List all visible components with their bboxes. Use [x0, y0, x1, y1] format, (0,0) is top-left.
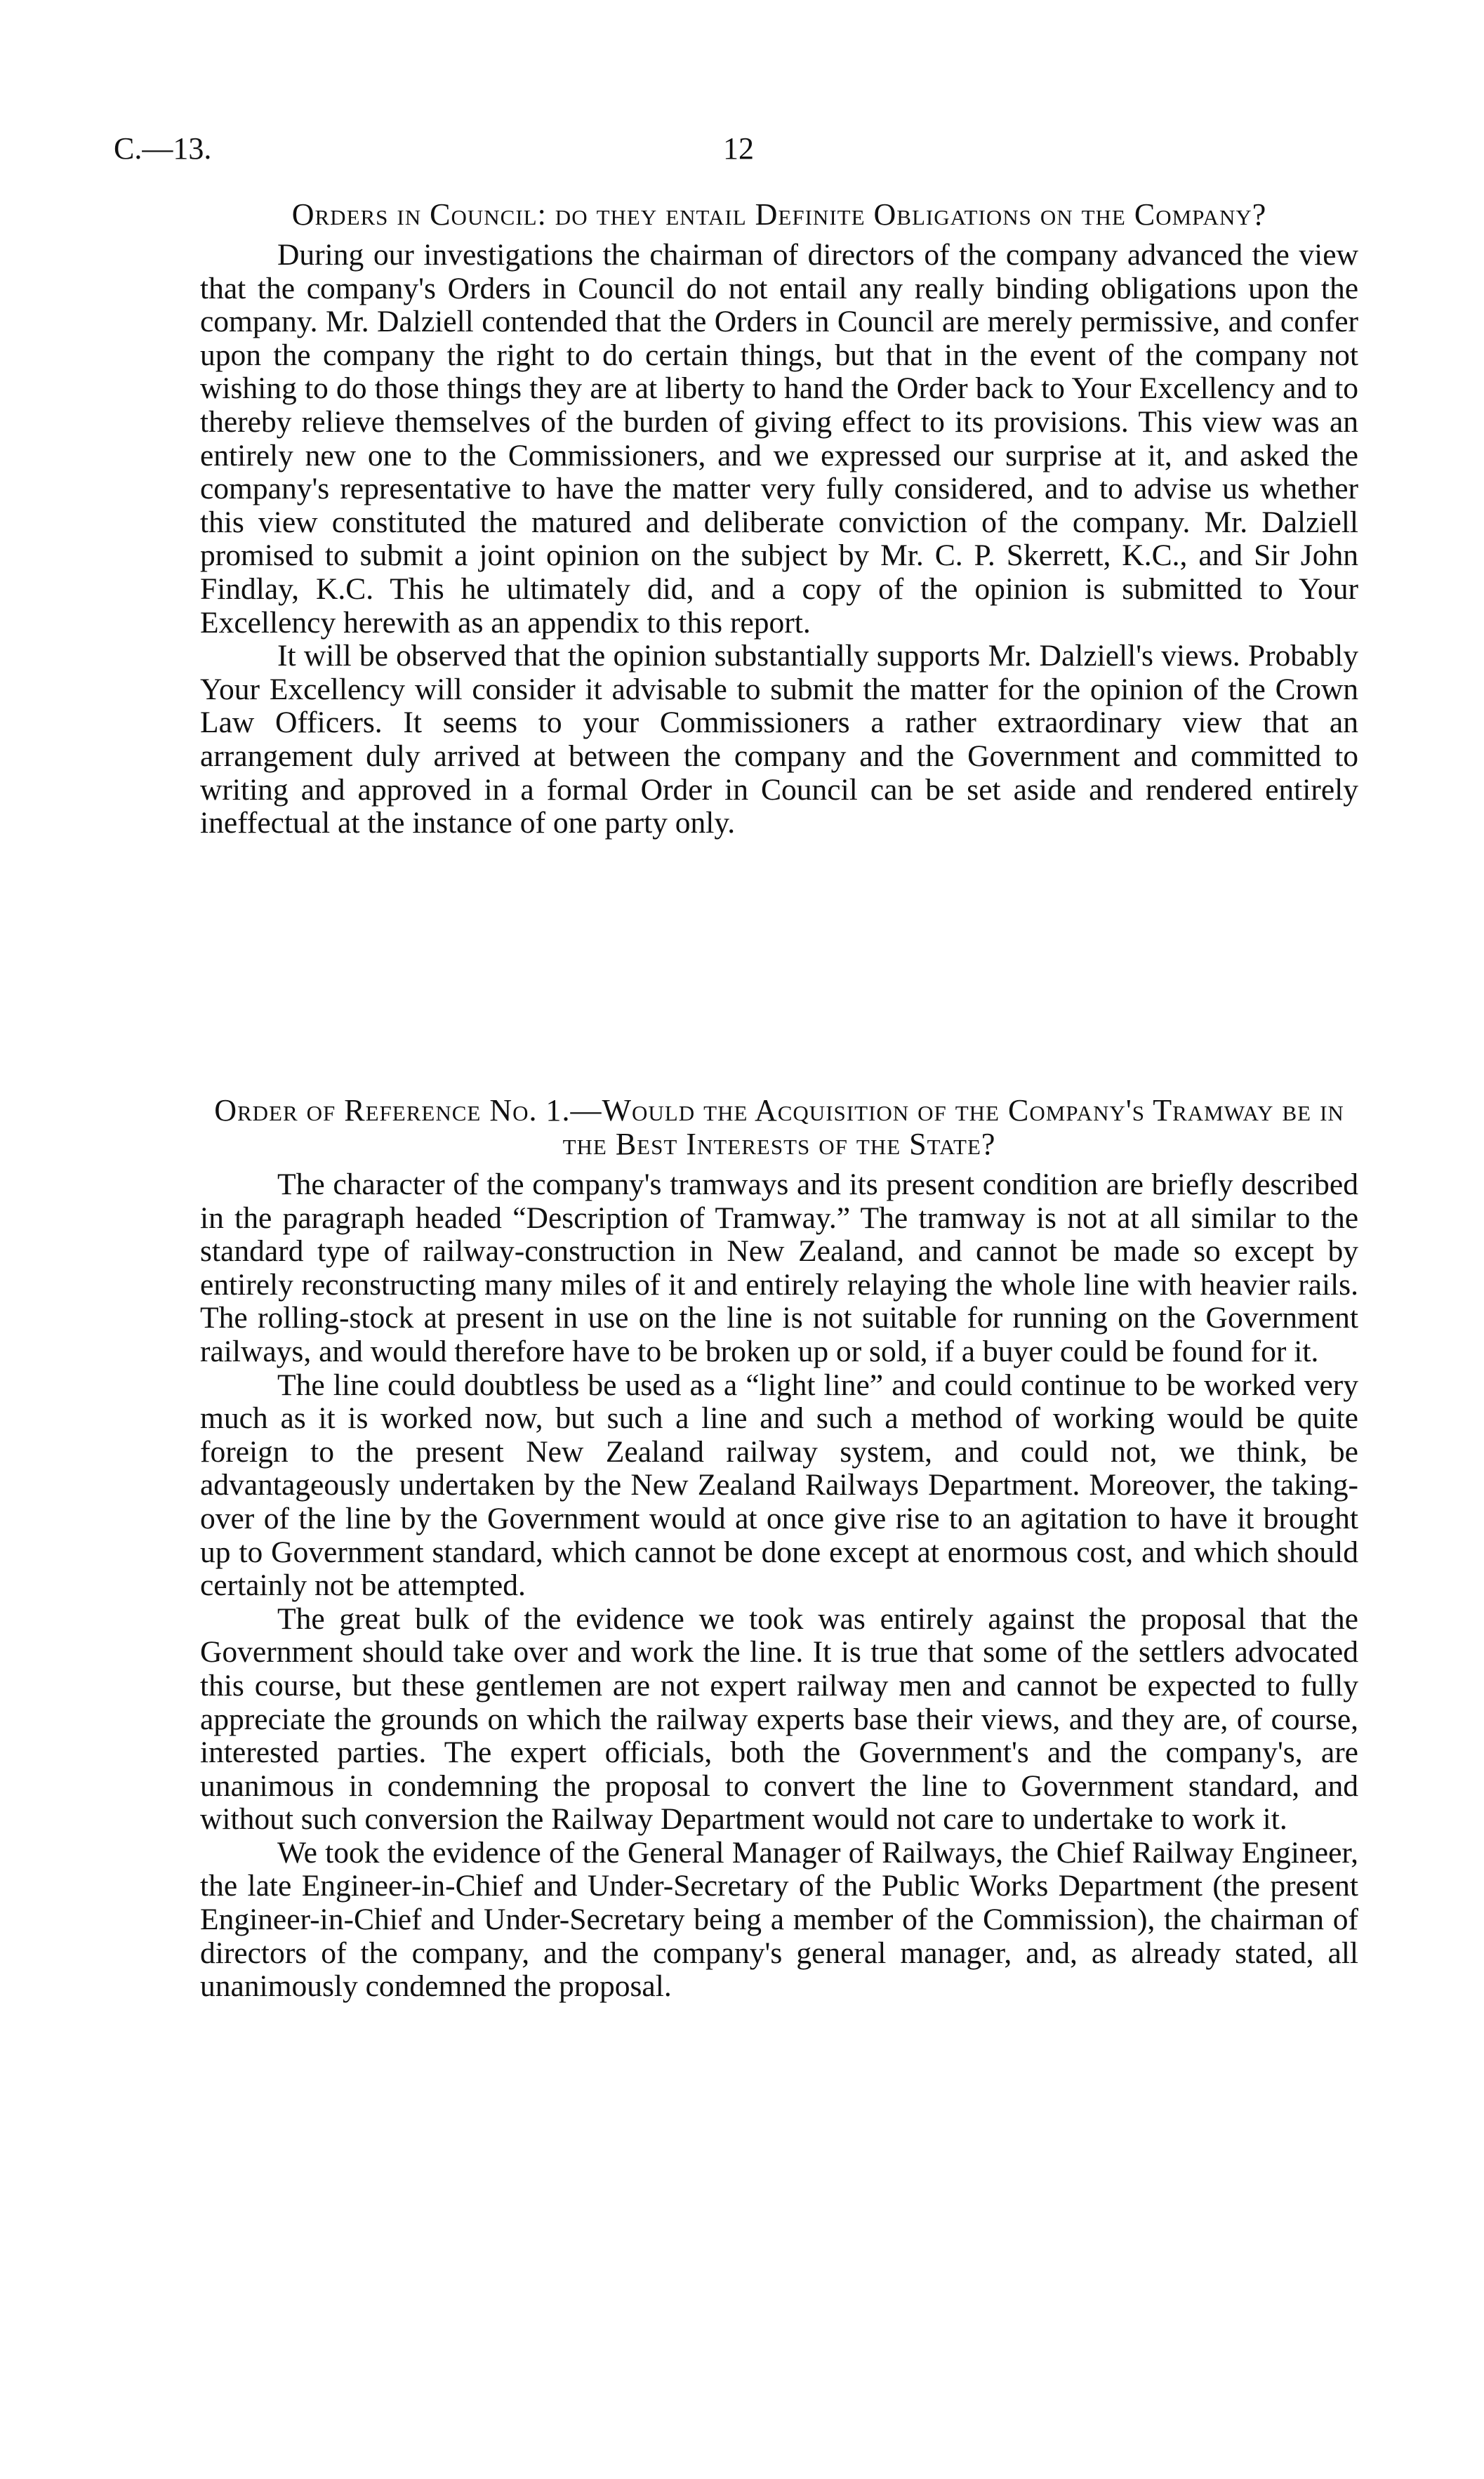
page-number: 12	[723, 131, 754, 166]
section-heading: Order of Reference No. 1.—Would the Acquisition of the Company's Tramway be in the Best Interests of the State?	[214, 1093, 1344, 1161]
section-heading: Orders in Council: do they entail Definite Obligations on the Company?	[291, 197, 1267, 232]
paragraph: The character of the company's tramways and its present condition are briefly described in the paragraph headed “Description of Tramway.” The tramway is not at all similar to the standard type of railway-construction in New Zealand, and cannot be made so except by entirely reconstructing many miles of it and entirely relaying the whole line with heavier rails. The rolling-stock at present in use on the line is not suitable for running on the Government railways, and would therefore have to be broken up or sold, if a buyer could be found for it.	[200, 1168, 1358, 1368]
paragraph: We took the evidence of the General Manager of Railways, the Chief Railway Engineer, the late Engineer-in-Chief and Under-Secretary of the Public Works Department (the present Engineer-in-Chief and Under-Secretary being a member of the Commission), the chairman of directors of the company, and the company's general manager, and, as already stated, all unanimously condemned the proposal.	[200, 1835, 1358, 2004]
paragraph: During our investigations the chairman of directors of the company advanced the view that the company's Orders in Council do not entail any really binding obligations upon the company. Mr. Dalziell contended that the Orders in Council are merely permissive, and confer upon the company the right to do certain things, but that in the event of the company not wishing to do those things they are at liberty to hand the Order back to Your Excellency and to thereby relieve themselves of the burden of giving effect to its provisions. This view was an entirely new one to the Commissioners, and we expressed our surprise at it, and asked the company's representative to have the matter very fully considered, and to advise us whether this view constituted the matured and deliberate conviction of the company. Mr. Dalziell promised to submit a joint opinion on the subject by Mr. C. P. Skerrett, K.C., and Sir John Findlay, K.C. This he ultimately did, and a copy of the opinion is submitted to Your Excellency herewith as an appendix to this report.	[200, 238, 1358, 640]
section-orders-in-council	[200, 198, 1358, 840]
document-reference: C.—13.	[114, 131, 212, 166]
paragraph: It will be observed that the opinion substantially supports Mr. Dalziell's views. Probably Your Excellency will consider it advisable to submit the matter for the opinion of the Crown Law Officers. It seems to your Commissioners a rather extraordinary view that an arrangement duly arrived at between the company and the Government and committed to writing and approved in a formal Order in Council can be set aside and rendered entirely ineffectual at the instance of one party only.	[200, 639, 1358, 840]
section-order-of-reference-1	[200, 1094, 1358, 2004]
paragraph: The line could doubtless be used as a “light line” and could continue to be worked very much as it is worked now, but such a line and such a method of working would be quite foreign to the present New Zealand railway system, and could not, we think, be advantageously undertaken by the New Zealand Railways Department. Moreover, the taking-over of the line by the Government would at once give rise to an agitation to have it brought up to Government standard, which cannot be done except at enormous cost, and which should certainly not be attempted.	[200, 1368, 1358, 1603]
paragraph: The great bulk of the evidence we took was entirely against the proposal that the Government should take over and work the line. It is true that some of the settlers advocated this course, but these gentlemen are not expert railway men and cannot be expected to fully appreciate the grounds on which the railway experts base their views, and they are, of course, interested parties. The expert officials, both the Government's and the company's, are unanimous in condemning the proposal to convert the line to Government standard, and without such conversion the Railway Department would not care to undertake to work it.	[200, 1601, 1358, 1837]
